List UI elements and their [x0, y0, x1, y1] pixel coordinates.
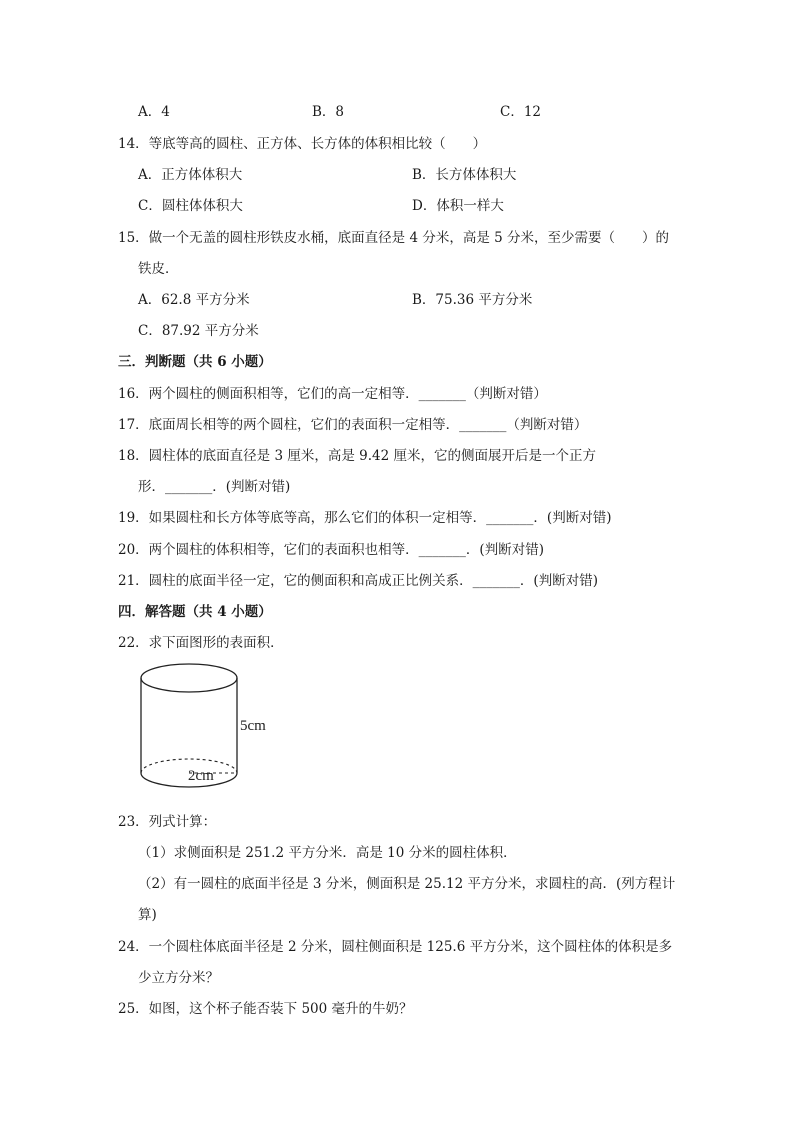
q18-text-line1: 18．圆柱体的底面直径是 3 厘米，高是 9.42 厘米，它的侧面展开后是一个正方: [118, 448, 596, 464]
q23-part2-line2: 算): [138, 907, 157, 923]
q15-option-c: C．87.92 平方分米: [138, 323, 259, 339]
height-label: 5cm: [240, 718, 266, 734]
q13-option-b: B．8: [312, 104, 345, 120]
q24-text-line2: 少立方分米？: [138, 970, 219, 986]
q16-text: 16．两个圆柱的侧面积相等，它们的高一定相等．_______（判断对错）: [118, 386, 547, 402]
q15-stem-line1: 15．做一个无盖的圆柱形铁皮水桶，底面直径是 4 分米，高是 5 分米，至少需要（ ）的: [118, 230, 670, 246]
cylinder-figure: [138, 660, 298, 795]
q13-option-c: C．12: [500, 104, 542, 120]
q15-stem-line2: 铁皮．: [138, 261, 179, 277]
cylinder-top-ellipse: [141, 664, 237, 692]
q14-option-a: A．正方体体积大: [138, 167, 243, 183]
diameter-label: 2cm: [188, 768, 214, 784]
q22-text: 22．求下面图形的表面积．: [118, 635, 284, 651]
q14-option-d: D．体积一样大: [412, 198, 504, 214]
q15-option-a: A．62.8 平方分米: [138, 292, 250, 308]
q23-part1: （1）求侧面积是 251.2 平方分米．高是 10 分米的圆柱体积．: [138, 845, 517, 861]
q15-option-b: B．75.36 平方分米: [412, 292, 533, 308]
q24-text-line1: 24．一个圆柱体底面半径是 2 分米，圆柱侧面积是 125.6 平方分米，这个圆柱体的体积是多: [118, 939, 673, 955]
q17-text: 17．底面周长相等的两个圆柱，它们的表面积一定相等．_______（判断对错）: [118, 417, 588, 433]
q23-part2-line1: （2）有一圆柱的底面半径是 3 分米，侧面积是 25.12 平方分米，求圆柱的高．(列方程计: [138, 876, 676, 892]
q20-text: 20．两个圆柱的体积相等，它们的表面积也相等．_______．(判断对错): [118, 542, 544, 558]
q13-option-a: A．4: [138, 104, 170, 120]
section-4-heading: 四．解答题（共 4 小题）: [118, 604, 272, 620]
q14-option-b: B．长方体体积大: [412, 167, 517, 183]
q14-stem: 14．等底等高的圆柱、正方体、长方体的体积相比较（ ）: [118, 136, 487, 152]
q23-stem: 23．列式计算：: [118, 814, 217, 830]
section-3-heading: 三．判断题（共 6 小题）: [118, 354, 272, 370]
q19-text: 19．如果圆柱和长方体等底等高，那么它们的体积一定相等．_______．(判断对错): [118, 510, 612, 526]
q25-text: 25．如图，这个杯子能否装下 500 毫升的牛奶？: [118, 1001, 413, 1017]
q21-text: 21．圆柱的底面半径一定，它的侧面积和高成正比例关系．_______．(判断对错): [118, 573, 598, 589]
q14-option-c: C．圆柱体体积大: [138, 198, 243, 214]
q18-text-line2: 形．_______．(判断对错): [138, 479, 291, 495]
